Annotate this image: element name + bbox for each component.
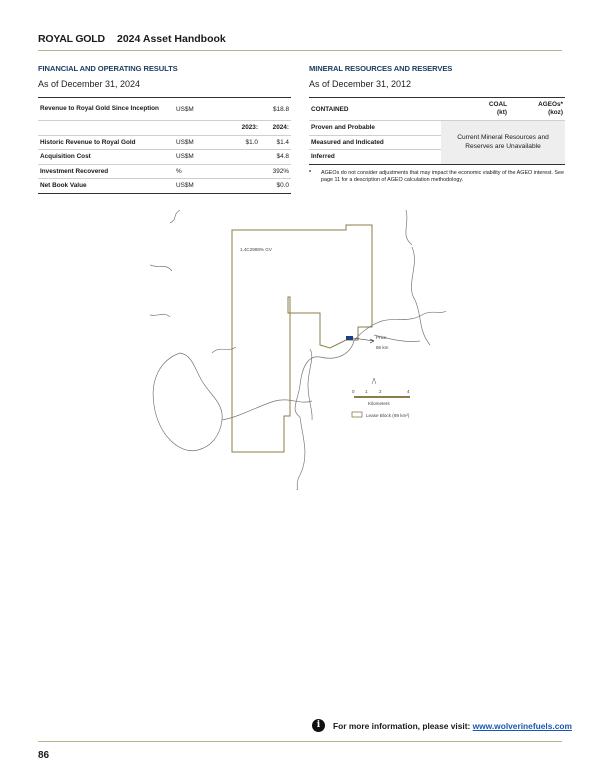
table-row xyxy=(38,98,291,121)
river xyxy=(296,417,305,490)
rivers xyxy=(150,210,446,490)
handbook-title: 2024 Asset Handbook xyxy=(117,33,226,45)
river xyxy=(295,341,354,417)
row-2023 xyxy=(220,150,260,165)
row-2023: $1.0 xyxy=(220,135,260,150)
table-header-row xyxy=(309,98,565,121)
table-row xyxy=(38,150,291,165)
lease-label: 1.4C2988% GV xyxy=(240,247,272,252)
map-legend xyxy=(352,412,410,418)
table-row xyxy=(38,179,291,194)
col-coal-label: COAL xyxy=(488,101,507,108)
row-2023 xyxy=(220,164,260,179)
row-unit: US$M xyxy=(174,98,220,121)
row-2024: $1.4 xyxy=(260,135,291,150)
row-unit: US$M xyxy=(174,135,220,150)
distance-label: 86 km xyxy=(376,345,389,350)
river xyxy=(222,400,312,420)
river xyxy=(150,265,172,271)
property-map xyxy=(150,205,450,490)
row-2023 xyxy=(220,179,260,194)
river xyxy=(153,353,222,451)
col-2023-header: 2023: xyxy=(220,121,260,136)
river xyxy=(406,210,412,245)
financial-table xyxy=(38,97,291,194)
col-contained: CONTAINED xyxy=(309,98,441,121)
scale-unit: Kilometers xyxy=(368,401,390,406)
mine-site-icon xyxy=(346,336,353,340)
legend-swatch xyxy=(352,412,362,417)
mineral-table xyxy=(309,97,565,165)
row-label: Proven and Probable xyxy=(309,121,441,136)
scale-tick: 2 xyxy=(379,389,382,394)
river xyxy=(354,311,446,341)
row-unit: US$M xyxy=(174,179,220,194)
scale-tick: 4 xyxy=(407,389,410,394)
scale-bar xyxy=(352,378,410,406)
row-label: Inferred xyxy=(309,150,441,165)
col-ageo-unit: (koz) xyxy=(548,109,563,116)
row-label: Investment Recovered xyxy=(38,164,174,179)
info-icon: i xyxy=(312,719,325,732)
col-coal xyxy=(441,98,509,121)
row-label: Revenue to Royal Gold Since Inception xyxy=(38,98,174,121)
table-row xyxy=(38,164,291,179)
scale-tick: 0 xyxy=(352,389,355,394)
more-info-text: For more information, please visit: xyxy=(333,721,471,731)
table-row xyxy=(38,121,291,136)
row-2023 xyxy=(220,98,260,121)
more-info xyxy=(333,721,572,731)
ageo-footnote xyxy=(309,170,569,184)
row-2024: 392% xyxy=(260,164,291,179)
row-label: Historic Revenue to Royal Gold xyxy=(38,135,174,150)
page-number: 86 xyxy=(38,750,50,761)
footnote-text: AGEOs do not consider adjustments that may impact the economic viability of the AGEO interest. See page 11 for a description of AGEO calculation methodology. xyxy=(321,170,564,183)
table-row xyxy=(38,135,291,150)
row-unit xyxy=(174,121,220,136)
brand-name: ROYAL GOLD xyxy=(38,33,105,45)
row-label: Acquisition Cost xyxy=(38,150,174,165)
website-link[interactable]: www.wolverinefuels.com xyxy=(472,721,572,731)
row-2024: $0.0 xyxy=(260,179,291,194)
unavailable-note: Current Mineral Resources and Reserves are Unavailable xyxy=(441,121,565,165)
row-unit: % xyxy=(174,164,220,179)
col-coal-unit: (kt) xyxy=(497,109,507,116)
river xyxy=(411,247,430,345)
river xyxy=(170,210,180,223)
row-unit: US$M xyxy=(174,150,220,165)
header-divider xyxy=(38,50,562,51)
mineral-section-title: MINERAL RESOURCES AND RESERVES xyxy=(309,64,453,73)
town-label: Price xyxy=(376,335,387,340)
col-ageo xyxy=(509,98,565,121)
scale-bar-fill xyxy=(354,396,410,398)
scale-tick: 1 xyxy=(365,389,368,394)
row-label: Measured and Indicated xyxy=(309,135,441,150)
river xyxy=(150,314,170,317)
financial-section-title: FINANCIAL AND OPERATING RESULTS xyxy=(38,64,178,73)
legend-label: Lease Block (69 km²) xyxy=(366,413,410,418)
row-2024: $18.8 xyxy=(260,98,291,121)
footer-divider xyxy=(38,741,562,742)
row-2024: $4.8 xyxy=(260,150,291,165)
mineral-as-of: As of December 31, 2012 xyxy=(309,79,412,89)
north-arrow-icon xyxy=(372,378,376,384)
footnote-mark: * xyxy=(309,170,312,176)
col-ageo-label: AGEOs* xyxy=(538,101,563,108)
row-label xyxy=(38,121,174,136)
table-row xyxy=(309,121,565,136)
col-2024-header: 2024: xyxy=(260,121,291,136)
site-marker xyxy=(346,336,374,343)
financial-as-of: As of December 31, 2024 xyxy=(38,79,141,89)
row-label: Net Book Value xyxy=(38,179,174,194)
